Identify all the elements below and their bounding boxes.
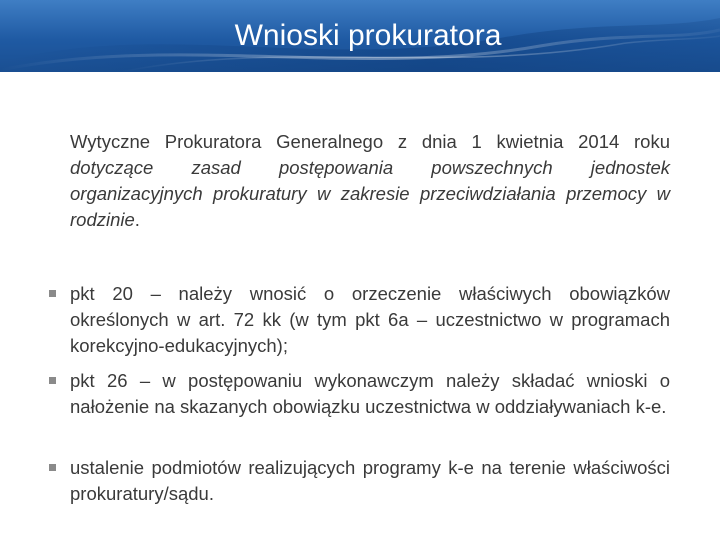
- slide-title: Wnioski prokuratora: [234, 19, 502, 52]
- square-bullet-icon: [49, 377, 56, 384]
- intro-end-text: .: [134, 209, 140, 230]
- bullet-text: pkt 20 – należy wnosić o orzeczenie właściwych obowiązków określonych w art. 72 kk (w tym pkt 6a – uczestnictwo w programach korekcyjno-edukacyjnych);: [70, 283, 670, 356]
- bullet-text: ustalenie podmiotów realizujących programy k-e na terenie właściwości prokuratury/sądu.: [70, 457, 670, 504]
- intro-paragraph: [70, 129, 670, 233]
- square-bullet-icon: [49, 290, 56, 297]
- intro-normal-text: Wytyczne Prokuratora Generalnego z dnia 1 kwietnia 2014 roku: [70, 131, 670, 152]
- square-bullet-icon: [49, 464, 56, 471]
- intro-italic-text: dotyczące zasad postępowania powszechnych jednostek organizacyjnych prokuratury w zakresie przeciwdziałania przemocy w rodzinie: [70, 157, 670, 230]
- bullet-text: pkt 26 – w postępowaniu wykonawczym należy składać wnioski o nałożenie na skazanych obowiązku uczestnictwa w oddziaływaniach k-e.: [70, 370, 670, 417]
